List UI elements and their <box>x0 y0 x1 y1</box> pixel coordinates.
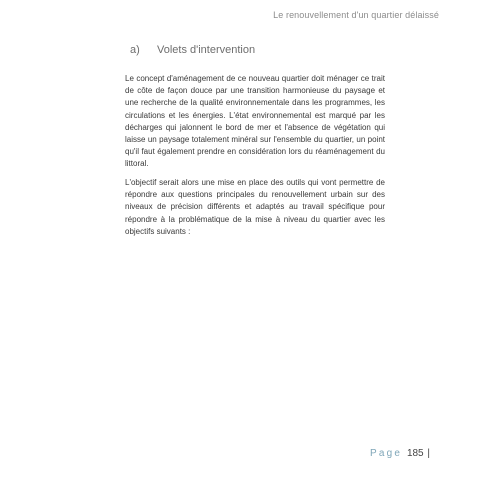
page-number: 185 <box>406 448 424 459</box>
page-footer <box>370 448 430 459</box>
paragraph-2: L'objectif serait alors une mise en place des outils qui vont permettre de répondre aux questions principales du renouvellement urbain sur des niveaux de précision différents et adaptés au travail spécifique pour répondre à la problématique de la mise à niveau du quartier avec les objectifs suivants : <box>125 178 385 236</box>
section-number: a) <box>130 44 140 56</box>
section-heading <box>130 44 255 56</box>
paragraph-1: Le concept d'aménagement de ce nouveau quartier doit ménager ce trait de côte de façon douce par une transition harmonieuse du paysage et une recherche de la qualité environnementale dans les programmes, les circulations et les énergies. L'état environnemental est marqué par les décharges qui jalonnent le bord de mer et l'absence de végétation qui laisse un paysage totalement minéral sur l'ensemble du quartier, un point qu'il faut également prendre en considération lors du réaménagement du littoral. <box>125 74 385 169</box>
page-separator: | <box>427 448 431 459</box>
page-label: Page <box>370 448 403 459</box>
section-title: Volets d'intervention <box>157 44 256 56</box>
running-header: Le renouvellement d'un quartier délaissé <box>273 10 439 20</box>
